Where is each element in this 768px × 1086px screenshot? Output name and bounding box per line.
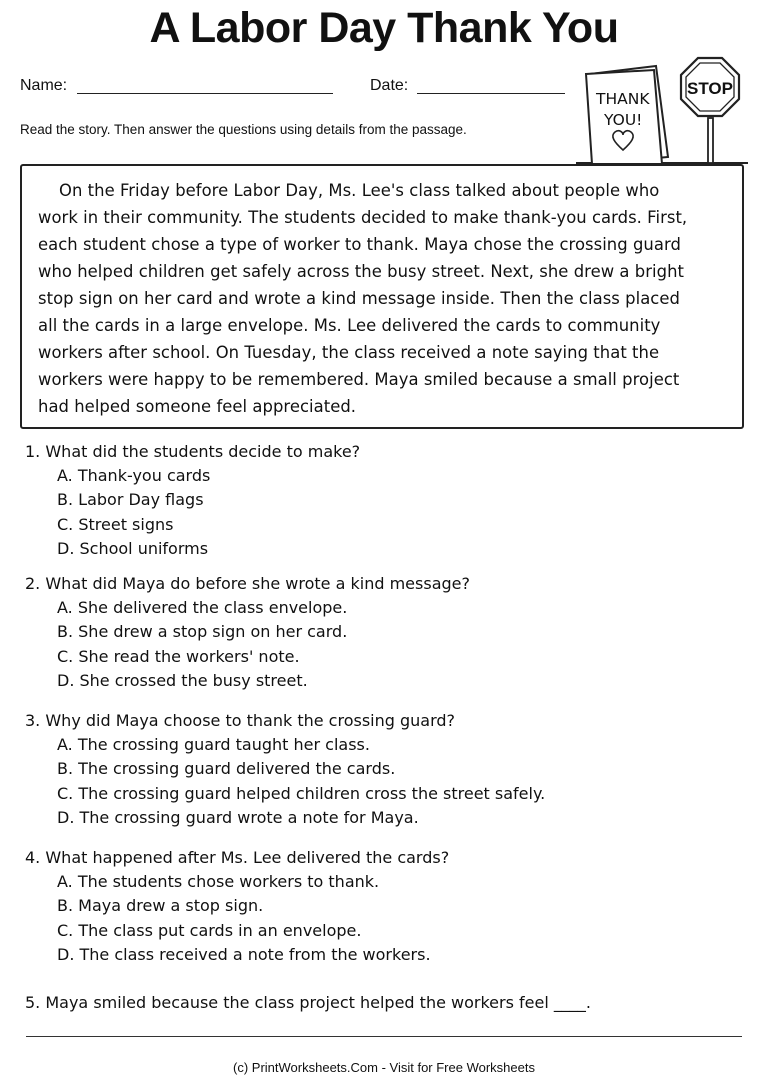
- answer-option[interactable]: A. Thank-you cards: [57, 466, 211, 485]
- answer-option[interactable]: A. She delivered the class envelope.: [57, 598, 348, 617]
- question-4: [25, 846, 449, 967]
- passage-line: all the cards in a large envelope. Ms. Lee delivered the cards to community: [38, 316, 661, 335]
- card-text-you: YOU!: [604, 111, 643, 129]
- answer-option[interactable]: B. The crossing guard delivered the cards.: [57, 759, 396, 779]
- answer-option[interactable]: B. She drew a stop sign on her card.: [57, 622, 348, 642]
- question-text: 5. Maya smiled because the class project helped the workers feel ____.: [25, 993, 591, 1012]
- answer-option[interactable]: C. The class put cards in an envelope.: [57, 920, 362, 940]
- passage-line: who helped children get safely across the busy street. Next, she drew a bright: [38, 262, 684, 281]
- passage-line: each student chose a type of worker to thank. Maya chose the crossing guard: [38, 235, 681, 254]
- passage-line: workers after school. On Tuesday, the class received a note saying that the: [38, 343, 660, 362]
- name-label: Name:: [20, 77, 68, 94]
- answer-option[interactable]: C. She read the workers' note.: [57, 646, 300, 666]
- question-text: 3. Why did Maya choose to thank the crossing guard?: [25, 711, 456, 730]
- question-1: [25, 440, 360, 561]
- answer-option[interactable]: D. School uniforms: [57, 538, 209, 558]
- footer-credit: (c) PrintWorksheets.Com - Visit for Free Worksheets: [233, 1060, 535, 1075]
- answer-option[interactable]: D. She crossed the busy street.: [57, 670, 308, 690]
- thank-you-card-stop-sign-clipart: [572, 52, 752, 174]
- date-label: Date:: [370, 77, 409, 94]
- name-blank-line[interactable]: [77, 93, 333, 94]
- question-text: 1. What did the students decide to make?: [25, 442, 361, 461]
- instructions: Read the story. Then answer the questions using details from the passage.: [20, 122, 467, 137]
- question-5: [25, 991, 591, 1015]
- worksheet-title: A Labor Day Thank You: [149, 4, 619, 52]
- passage-line: workers were happy to be remembered. Maya smiled because a small project: [38, 370, 680, 389]
- answer-option[interactable]: B. Maya drew a stop sign.: [57, 896, 264, 916]
- answer-option[interactable]: D. The class received a note from the workers.: [57, 944, 431, 964]
- date-blank-line[interactable]: [417, 93, 565, 94]
- answer-option[interactable]: C. The crossing guard helped children cross the street safely.: [57, 783, 546, 803]
- answer-option[interactable]: B. Labor Day flags: [57, 490, 204, 510]
- card-text-thank: THANK: [596, 90, 650, 108]
- answer-option[interactable]: C. Street signs: [57, 514, 174, 534]
- answer-option[interactable]: A. The students chose workers to thank.: [57, 872, 380, 891]
- answer-option[interactable]: A. The crossing guard taught her class.: [57, 735, 370, 754]
- question-text: 2. What did Maya do before she wrote a kind message?: [25, 574, 470, 593]
- question-3: [25, 709, 545, 830]
- passage-line: work in their community. The students decided to make thank-you cards. First,: [38, 208, 688, 227]
- question-2: [25, 572, 470, 693]
- footer-divider: [26, 1036, 742, 1037]
- passage-line: On the Friday before Labor Day, Ms. Lee's class talked about people who: [59, 181, 660, 200]
- passage-line: had helped someone feel appreciated.: [38, 397, 357, 416]
- answer-option[interactable]: D. The crossing guard wrote a note for Maya.: [57, 807, 419, 827]
- stop-sign-text: STOP: [687, 79, 733, 98]
- passage-line: stop sign on her card and wrote a kind message inside. Then the class placed: [38, 289, 680, 308]
- question-text: 4. What happened after Ms. Lee delivered the cards?: [25, 848, 450, 867]
- story-passage: [20, 164, 744, 429]
